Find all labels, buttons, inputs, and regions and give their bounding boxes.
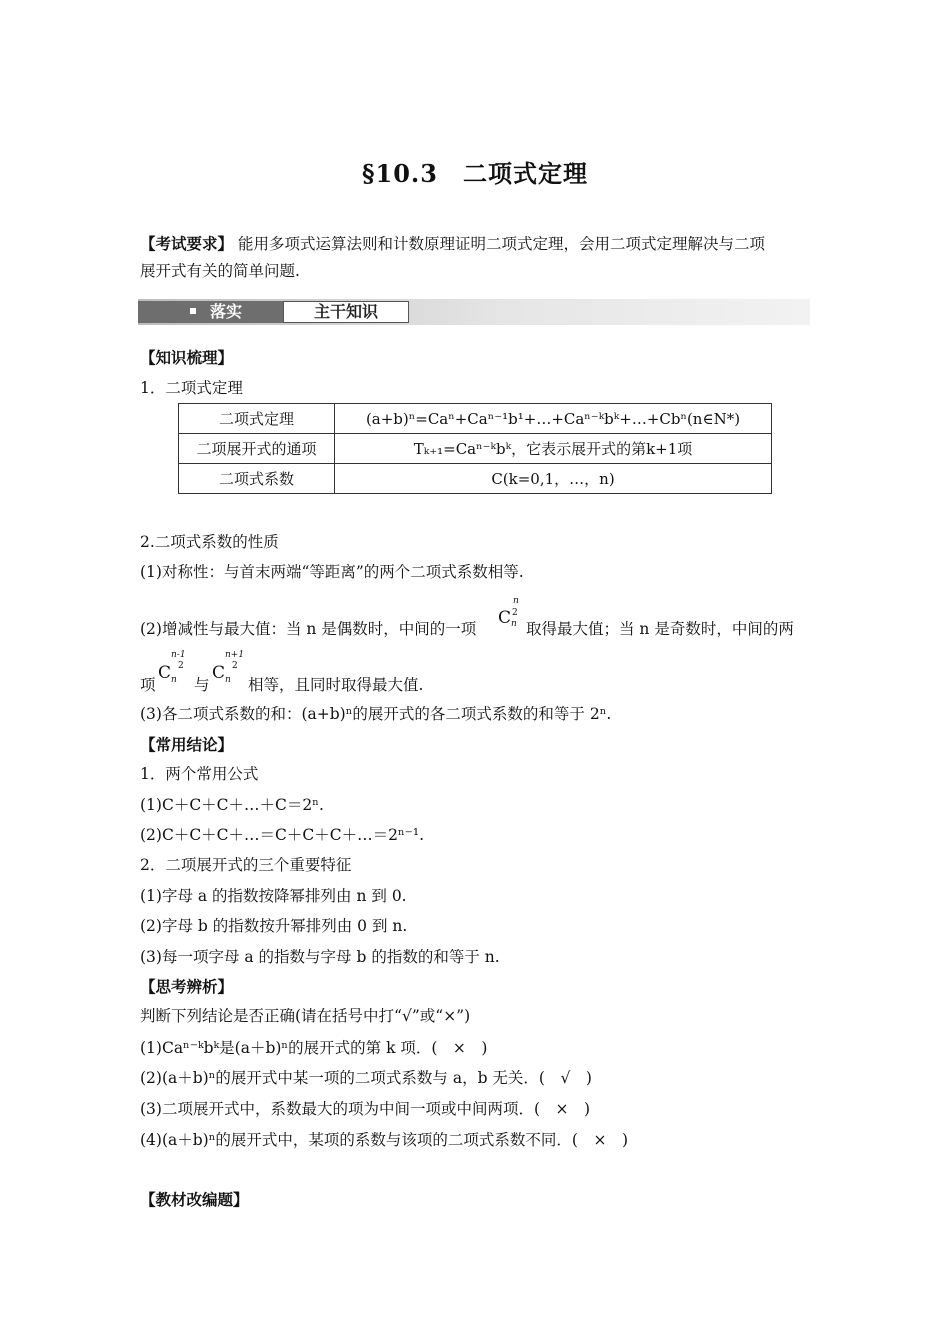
page-title: §10.3 二项式定理	[361, 159, 588, 188]
knowledge-item-2: 2.二项式系数的性质	[140, 533, 279, 551]
property-2c-post: 相等，且同时取得最大值.	[248, 676, 424, 694]
binom-middle-even	[498, 596, 522, 632]
table-cell-label: 二项式定理	[179, 404, 335, 434]
banner-left	[138, 301, 283, 323]
binom-c: C	[158, 663, 172, 683]
conclusions-heading: 【常用结论】	[140, 735, 234, 754]
table-cell-label: 二项式系数	[179, 464, 335, 494]
property-2a: (2)增减性与最大值：当 n 是偶数时，中间的一项	[140, 620, 477, 638]
requirement-label: 【考试要求】	[140, 234, 234, 253]
property-2b: 取得最大值；当 n 是奇数时，中间的两	[526, 620, 794, 638]
binom-top-2: 2	[512, 608, 518, 618]
conclusion-2: 2．二项展开式的三个重要特征	[140, 856, 352, 874]
textbook-heading: 【教材改编题】	[140, 1190, 249, 1209]
thinking-q3: (3)二项展开式中，系数最大的项为中间一项或中间两项．( × )	[140, 1100, 591, 1118]
banner-right-label: 主干知识	[283, 301, 409, 323]
table-row	[179, 464, 772, 494]
binom-n-minus-1	[158, 650, 192, 690]
binom-n-plus-1	[212, 650, 246, 690]
table-row	[179, 404, 772, 434]
conclusion-2b: (2)字母 b 的指数按升幂排列由 0 到 n.	[140, 917, 408, 935]
binom-top-2: 2	[178, 661, 184, 671]
binom-c: C	[498, 608, 512, 628]
conclusion-1: 1．两个常用公式	[140, 765, 259, 783]
binom-top-np1: n+1	[225, 650, 245, 660]
property-3: (3)各二项式系数的和：(a+b)ⁿ的展开式的各二项式系数的和等于 2ⁿ.	[140, 705, 612, 723]
knowledge-item-1: 1．二项式定理	[140, 379, 243, 397]
binomial-table	[178, 403, 772, 494]
knowledge-heading: 【知识梳理】	[140, 348, 234, 367]
binom-sub-n: n	[511, 619, 517, 629]
table-cell-formula: (a+b)ⁿ=Caⁿ+Caⁿ⁻¹b¹+…+Caⁿ⁻ᵏbᵏ+…+Cbⁿ(n∈N*)	[335, 404, 772, 434]
binom-top-2: 2	[232, 661, 238, 671]
table-cell-label: 二项展开式的通项	[179, 434, 335, 464]
requirement-text-1: 能用多项式运算法则和计数原理证明二项式定理，会用二项式定理解决与二项	[237, 235, 765, 253]
binom-sub-n: n	[225, 675, 231, 685]
square-bullet-icon	[190, 308, 196, 314]
conclusion-1b: (2)C＋C＋C＋…＝C＋C＋C＋…＝2ⁿ⁻¹.	[140, 826, 425, 844]
binom-top-n: n	[513, 596, 519, 606]
conclusion-2c: (3)每一项字母 a 的指数与字母 b 的指数的和等于 n.	[140, 948, 500, 966]
property-2c-pre: 项	[140, 676, 156, 694]
thinking-q4: (4)(a＋b)ⁿ的展开式中，某项的系数与该项的二项式系数不同．( × )	[140, 1131, 629, 1149]
conclusion-1a: (1)C＋C＋C＋…＋C＝2ⁿ.	[140, 796, 324, 814]
section-banner	[138, 299, 810, 325]
property-1: (1)对称性：与首末两端“等距离”的两个二项式系数相等.	[140, 563, 524, 581]
binom-top-nm1: n-1	[171, 650, 186, 660]
table-cell-formula: C(k=0,1，…，n)	[335, 464, 772, 494]
binom-sub-n: n	[171, 675, 177, 685]
exam-requirement	[140, 230, 812, 285]
thinking-intro: 判断下列结论是否正确(请在括号中打“√”或“×”)	[140, 1007, 471, 1025]
banner-left-label: 落实	[210, 302, 243, 321]
property-2c-mid: 与	[194, 676, 210, 694]
binom-c: C	[212, 663, 226, 683]
conclusion-2a: (1)字母 a 的指数按降幂排列由 n 到 0.	[140, 887, 407, 905]
thinking-q2: (2)(a＋b)ⁿ的展开式中某一项的二项式系数与 a，b 无关．( √ )	[140, 1069, 592, 1087]
table-row	[179, 434, 772, 464]
table-cell-formula: Tₖ₊₁=Caⁿ⁻ᵏbᵏ，它表示展开式的第k+1项	[335, 434, 772, 464]
requirement-text-2: 展开式有关的简单问题.	[140, 262, 300, 280]
thinking-q1: (1)Caⁿ⁻ᵏbᵏ是(a＋b)ⁿ的展开式的第 k 项．( × )	[140, 1039, 488, 1057]
thinking-heading: 【思考辨析】	[140, 977, 234, 996]
